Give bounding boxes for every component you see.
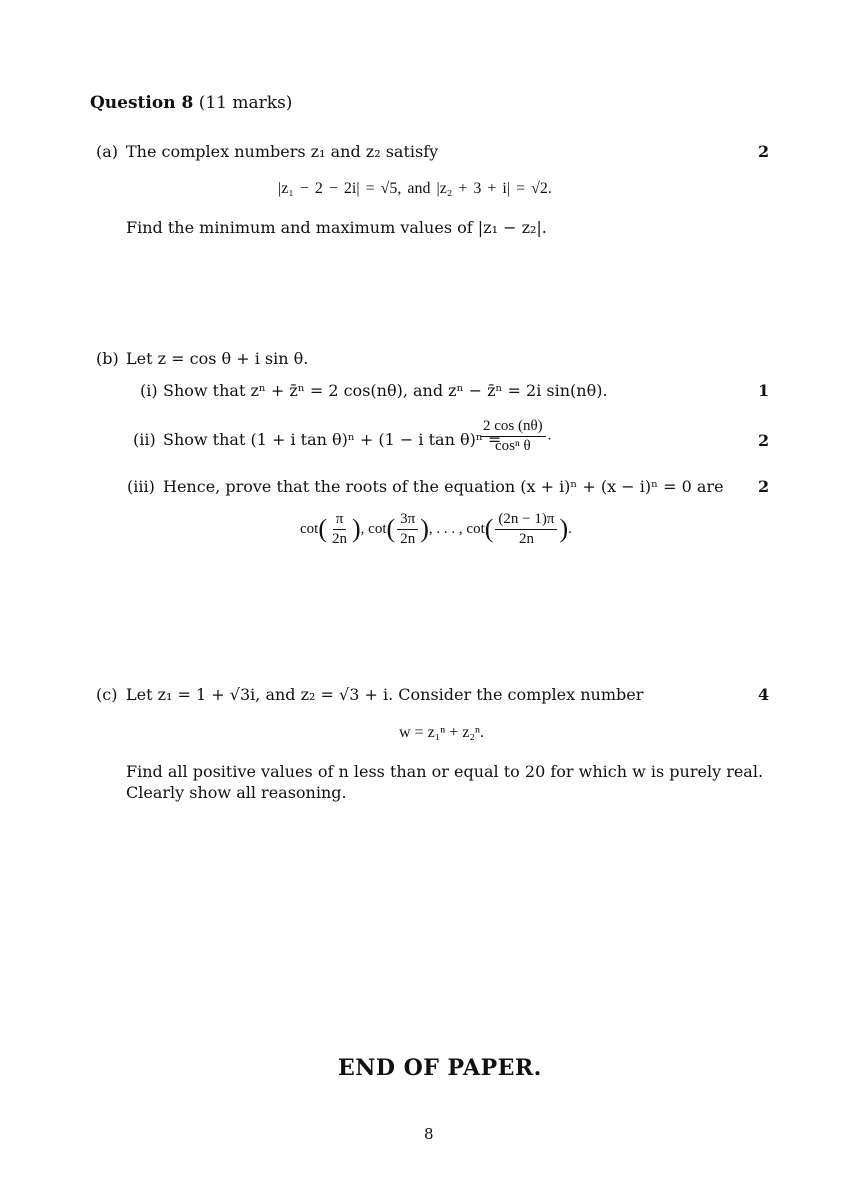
part-b-ii-numerator: 2 cos (nθ) — [480, 418, 546, 437]
part-b-ii-fraction: $\frac{2 \cos (n\theta)}{\text{cosⁿ θ}}$ . — [478, 418, 551, 454]
part-b-ii-marks: 2 — [758, 431, 770, 450]
part-b-ii-label: (ii) — [133, 430, 156, 449]
part-a-intro: The complex numbers z₁ and z₂ satisfy — [126, 142, 439, 161]
part-b-iii-label: (iii) — [127, 477, 155, 496]
part-c-label: (c) — [96, 685, 118, 704]
question-marks-note: (11 marks) — [198, 93, 293, 113]
roots-f1-den: 2n — [332, 530, 347, 547]
roots-cot-3: cot — [466, 520, 485, 537]
question-title: Question 8 — [90, 93, 194, 113]
roots-f2-den: 2n — [400, 530, 416, 547]
part-b-i-marks: 1 — [758, 381, 770, 400]
roots-f1-num: π — [333, 511, 347, 530]
part-b-i-label: (i) — [140, 381, 158, 400]
part-c-task-line1: Find all positive values of n less than or equal to 20 for which w is purely real. — [126, 762, 764, 781]
roots-f3-den: 2n — [518, 530, 534, 547]
part-a-task: Find the minimum and maximum values of |z₁ − z₂|. — [126, 218, 547, 237]
part-b-ii-text: Show that (1 + i tan θ)ⁿ + (1 − i tan θ)ⁿ = — [163, 430, 502, 449]
end-of-paper: END OF PAPER. — [338, 1055, 542, 1081]
page-number: 8 — [424, 1125, 434, 1143]
part-a-equation: |z₁ − 2 − 2i| = √5, and |z₂ + 3 + i| = √2. — [278, 180, 552, 197]
part-a-marks: 2 — [758, 142, 770, 161]
roots-cot-1: cot — [300, 520, 319, 537]
part-b-roots: cot ( $\frac{\pi}{2n}$ ) , cot ( $\frac{3\pi}{2n}$ ) , . . . , cot ( $\frac{(2n - 1)\pi}{2n}$ ) . — [300, 511, 572, 547]
question-heading — [90, 93, 292, 113]
part-c-marks: 4 — [758, 685, 770, 704]
part-b-iii-marks: 2 — [758, 477, 770, 496]
part-c-equation: w = z₁ⁿ + z₂ⁿ. — [399, 724, 485, 741]
part-b-iii-text: Hence, prove that the roots of the equation (x + i)ⁿ + (x − i)ⁿ = 0 are — [163, 477, 724, 496]
roots-f3-num: (2n − 1)π — [495, 511, 557, 530]
part-b-ii-denominator: cosⁿ θ — [495, 437, 531, 454]
roots-sep: , — [360, 520, 365, 537]
part-b-i-text: Show that zⁿ + z̄ⁿ = 2 cos(nθ), and zⁿ − z̄ⁿ = 2i sin(nθ). — [163, 381, 608, 400]
roots-cot-2: cot — [368, 520, 387, 537]
roots-f2-num: 3π — [397, 511, 418, 530]
part-b-intro: Let z = cos θ + i sin θ. — [126, 349, 309, 368]
part-a-label: (a) — [96, 142, 119, 161]
part-b-label: (b) — [96, 349, 119, 368]
part-c-intro: Let z₁ = 1 + √3i, and z₂ = √3 + i. Consider the complex number — [126, 685, 644, 704]
roots-ellipsis: , . . . , — [428, 520, 463, 537]
part-c-task-line2: Clearly show all reasoning. — [126, 783, 347, 802]
